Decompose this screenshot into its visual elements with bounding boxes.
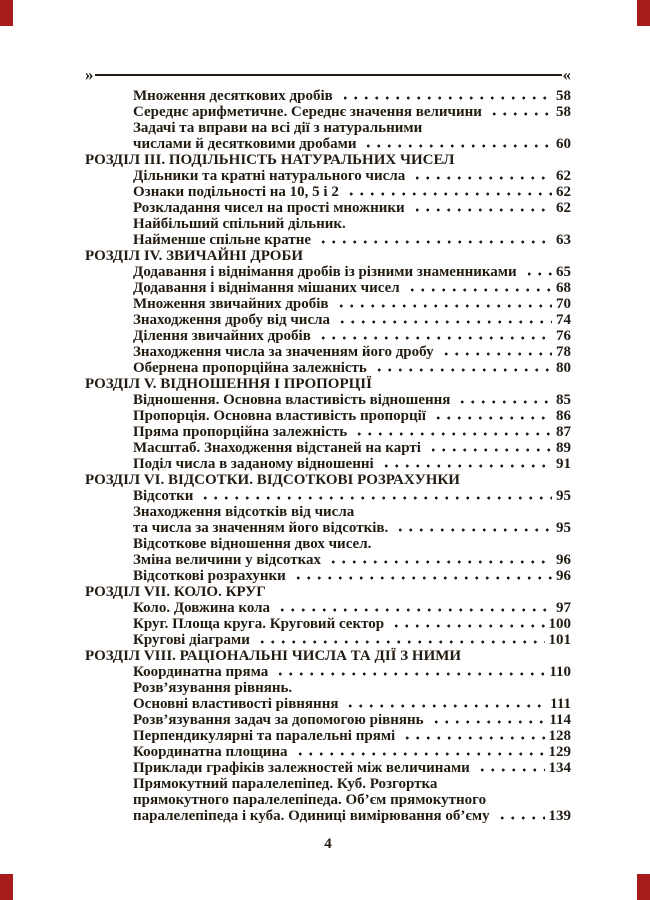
toc-chapter-title: РОЗДІЛ IV. ЗВИЧАЙНІ ДРОБИ xyxy=(85,248,304,264)
toc-item-row xyxy=(85,504,571,520)
toc-item-row xyxy=(85,536,571,552)
page-number: 58 xyxy=(556,104,571,120)
dot-leader xyxy=(336,296,552,312)
toc-entry-text: Множення десяткових дробів xyxy=(133,88,333,104)
dot-leader xyxy=(346,184,552,200)
toc-item-row xyxy=(85,264,571,280)
toc-item-row xyxy=(85,200,571,216)
toc-item-row xyxy=(85,104,571,120)
dot-leader xyxy=(318,232,552,248)
page-number: 96 xyxy=(556,568,571,584)
toc-chapter-row xyxy=(85,472,571,488)
toc-item-row xyxy=(85,488,571,504)
toc-entry-text: прямокутного паралелепіпеда. Об’єм прямокутного xyxy=(133,792,487,808)
header-ornament-rule xyxy=(85,66,571,84)
page-number: 80 xyxy=(556,360,571,376)
page-number: 86 xyxy=(556,408,571,424)
toc-entry-text: Масштаб. Знаходження відстаней на карті xyxy=(133,440,421,456)
dot-leader xyxy=(318,328,552,344)
page-number: 85 xyxy=(556,392,571,408)
dot-leader xyxy=(340,88,552,104)
page-number: 74 xyxy=(556,312,571,328)
toc-entry-text: Найменше спільне кратне xyxy=(133,232,312,248)
toc-item-row xyxy=(85,280,571,296)
page-number: 95 xyxy=(556,520,571,536)
toc-item-row xyxy=(85,312,571,328)
toc-item-row xyxy=(85,136,571,152)
toc-item-row xyxy=(85,680,571,696)
dot-leader xyxy=(497,808,545,824)
toc-item-row xyxy=(85,808,571,824)
dot-leader xyxy=(345,696,546,712)
page-number: 62 xyxy=(556,184,571,200)
toc-entry-text: Відношення. Основна властивість відношення xyxy=(133,392,451,408)
toc-item-row xyxy=(85,664,571,680)
dot-leader xyxy=(407,280,552,296)
toc-chapter-title: РОЗДІЛ VII. КОЛО. КРУГ xyxy=(85,584,266,600)
toc-entry-text: Середнє арифметичне. Середнє значення величини xyxy=(133,104,482,120)
toc-item-row xyxy=(85,392,571,408)
right-guillemet-ornament: « xyxy=(562,65,571,84)
toc-chapter-title: РОЗДІЛ VIII. РАЦІОНАЛЬНІ ЧИСЛА ТА ДІЇ З НИМИ xyxy=(85,648,462,664)
dot-leader xyxy=(489,104,552,120)
toc-item-row xyxy=(85,632,571,648)
dot-leader xyxy=(441,344,552,360)
page-number: 91 xyxy=(556,456,571,472)
toc-chapter-row xyxy=(85,376,571,392)
toc-entry-text: Основні властивості рівняння xyxy=(133,696,339,712)
toc-entry-text: Розв’язування задач за допомогою рівнянь xyxy=(133,712,424,728)
dot-leader xyxy=(433,408,552,424)
toc-chapter-row xyxy=(85,648,571,664)
toc-entry-text: Знаходження числа за значенням його дробу xyxy=(133,344,434,360)
page-number: 65 xyxy=(556,264,571,280)
page-number: 78 xyxy=(556,344,571,360)
toc-item-row xyxy=(85,696,571,712)
corner-mark-top-right xyxy=(637,0,650,26)
left-guillemet-ornament: » xyxy=(85,65,94,84)
toc-chapter-row xyxy=(85,152,571,168)
toc-entry-text: Круг. Площа круга. Круговий сектор xyxy=(133,616,385,632)
dot-leader xyxy=(524,264,552,280)
toc-chapter-row xyxy=(85,248,571,264)
toc-item-row xyxy=(85,552,571,568)
toc-item-row xyxy=(85,616,571,632)
dot-leader xyxy=(354,424,552,440)
toc-item-row xyxy=(85,408,571,424)
toc-item-row xyxy=(85,760,571,776)
toc-entry-text: Дільники та кратні натурального числа xyxy=(133,168,406,184)
toc-item-row xyxy=(85,568,571,584)
dot-leader xyxy=(363,136,552,152)
page-number: 97 xyxy=(556,600,571,616)
toc-entry-text: Ділення звичайних дробів xyxy=(133,328,311,344)
page-number: 76 xyxy=(556,328,571,344)
dot-leader xyxy=(275,664,545,680)
corner-mark-bottom-left xyxy=(0,874,13,900)
toc-entry-text: Ознаки подільності на 10, 5 і 2 xyxy=(133,184,339,200)
dot-leader xyxy=(395,520,552,536)
toc-item-row xyxy=(85,120,571,136)
toc-item-row xyxy=(85,520,571,536)
toc-item-row xyxy=(85,600,571,616)
toc-entry-text: Прямокутний паралелепіпед. Куб. Розгортка xyxy=(133,776,438,792)
toc-item-row xyxy=(85,184,571,200)
toc-item-row xyxy=(85,712,571,728)
dot-leader xyxy=(257,632,545,648)
toc-item-row xyxy=(85,744,571,760)
toc-entry-text: Знаходження відсотків від числа xyxy=(133,504,355,520)
dot-leader xyxy=(391,616,544,632)
toc-entry-text: Поділ числа в заданому відношенні xyxy=(133,456,374,472)
toc-item-row xyxy=(85,456,571,472)
toc-entry-text: Відсоткові розрахунки xyxy=(133,568,286,584)
toc-entry-text: Множення звичайних дробів xyxy=(133,296,329,312)
toc-item-row xyxy=(85,328,571,344)
page-number: 134 xyxy=(548,760,571,776)
dot-leader xyxy=(477,760,545,776)
page-number: 89 xyxy=(556,440,571,456)
folio-page-number: 4 xyxy=(324,836,332,852)
page-number: 100 xyxy=(548,616,571,632)
page-number: 60 xyxy=(556,136,571,152)
page-number: 128 xyxy=(548,728,571,744)
toc-entry-text: Координатна площина xyxy=(133,744,288,760)
toc-chapter-title: РОЗДІЛ III. ПОДІЛЬНІСТЬ НАТУРАЛЬНИХ ЧИСЕЛ xyxy=(85,152,455,168)
toc-entry-text: Зміна величини у відсотках xyxy=(133,552,321,568)
toc-entry-text: Найбільший спільний дільник. xyxy=(133,216,346,232)
page-number: 110 xyxy=(549,664,571,680)
toc-item-row xyxy=(85,296,571,312)
toc-entry-text: Додавання і віднімання дробів із різними знаменниками xyxy=(133,264,517,280)
page-number: 101 xyxy=(548,632,571,648)
toc-entry-text: Перпендикулярні та паралельні прямі xyxy=(133,728,396,744)
dot-leader xyxy=(428,440,552,456)
toc-entry-text: Пряма пропорційна залежність xyxy=(133,424,348,440)
dot-leader xyxy=(412,200,552,216)
toc-item-row xyxy=(85,728,571,744)
dot-leader xyxy=(277,600,552,616)
page-number: 62 xyxy=(556,200,571,216)
toc-list xyxy=(85,88,571,824)
toc-item-row xyxy=(85,168,571,184)
dot-leader xyxy=(328,552,552,568)
page-footer xyxy=(85,836,571,852)
dot-leader xyxy=(412,168,552,184)
toc-item-row xyxy=(85,792,571,808)
toc-entry-text: Приклади графіків залежностей між величинами xyxy=(133,760,470,776)
toc-entry-text: Відсотки xyxy=(133,488,194,504)
toc-entry-text: Розкладання чисел на прості множники xyxy=(133,200,405,216)
toc-entry-text: Обернена пропорційна залежність xyxy=(133,360,367,376)
dot-leader xyxy=(200,488,552,504)
toc-entry-text: Додавання і віднімання мішаних чисел xyxy=(133,280,400,296)
toc-chapter-title: РОЗДІЛ V. ВІДНОШЕННЯ І ПРОПОРЦІЇ xyxy=(85,376,372,392)
page-number: 58 xyxy=(556,88,571,104)
corner-mark-bottom-right xyxy=(637,874,650,900)
toc-item-row xyxy=(85,216,571,232)
dot-leader xyxy=(293,568,552,584)
dot-leader xyxy=(295,744,545,760)
toc-chapter-row xyxy=(85,584,571,600)
toc-item-row xyxy=(85,360,571,376)
dot-leader xyxy=(337,312,552,328)
toc-entry-text: Кругові діаграми xyxy=(133,632,250,648)
toc-item-row xyxy=(85,424,571,440)
page-number: 68 xyxy=(556,280,571,296)
toc-entry-text: паралелепіпеда і куба. Одиниці вимірювання об’єму xyxy=(133,808,490,824)
page-number: 114 xyxy=(549,712,571,728)
toc-item-row xyxy=(85,440,571,456)
toc-entry-text: числами й десятковими дробами xyxy=(133,136,357,152)
page-number: 87 xyxy=(556,424,571,440)
toc-item-row xyxy=(85,232,571,248)
toc-item-row xyxy=(85,88,571,104)
toc-entry-text: Пропорція. Основна властивість пропорції xyxy=(133,408,426,424)
toc-item-row xyxy=(85,776,571,792)
toc-entry-text: та числа за значенням його відсотків. xyxy=(133,520,389,536)
dot-leader xyxy=(374,360,552,376)
page-number: 139 xyxy=(548,808,571,824)
dot-leader xyxy=(431,712,546,728)
toc-chapter-title: РОЗДІЛ VI. ВІДСОТКИ. ВІДСОТКОВІ РОЗРАХУНКИ xyxy=(85,472,460,488)
page-number: 95 xyxy=(556,488,571,504)
toc-entry-text: Відсоткове відношення двох чисел. xyxy=(133,536,372,552)
toc-entry-text: Задачі та вправи на всі дії з натуральними xyxy=(133,120,423,136)
page-number: 63 xyxy=(556,232,571,248)
page-number: 129 xyxy=(548,744,571,760)
toc-entry-text: Знаходження дробу від числа xyxy=(133,312,331,328)
dot-leader xyxy=(457,392,552,408)
dot-leader xyxy=(381,456,552,472)
toc-entry-text: Розв’язування рівнянь. xyxy=(133,680,293,696)
toc-entry-text: Коло. Довжина кола xyxy=(133,600,271,616)
page-number: 96 xyxy=(556,552,571,568)
dot-leader xyxy=(402,728,544,744)
page-number: 62 xyxy=(556,168,571,184)
toc-entry-text: Координатна пряма xyxy=(133,664,269,680)
horizontal-rule xyxy=(95,74,562,76)
page-number: 111 xyxy=(550,696,571,712)
page-number: 70 xyxy=(556,296,571,312)
toc-item-row xyxy=(85,344,571,360)
corner-mark-top-left xyxy=(0,0,13,26)
